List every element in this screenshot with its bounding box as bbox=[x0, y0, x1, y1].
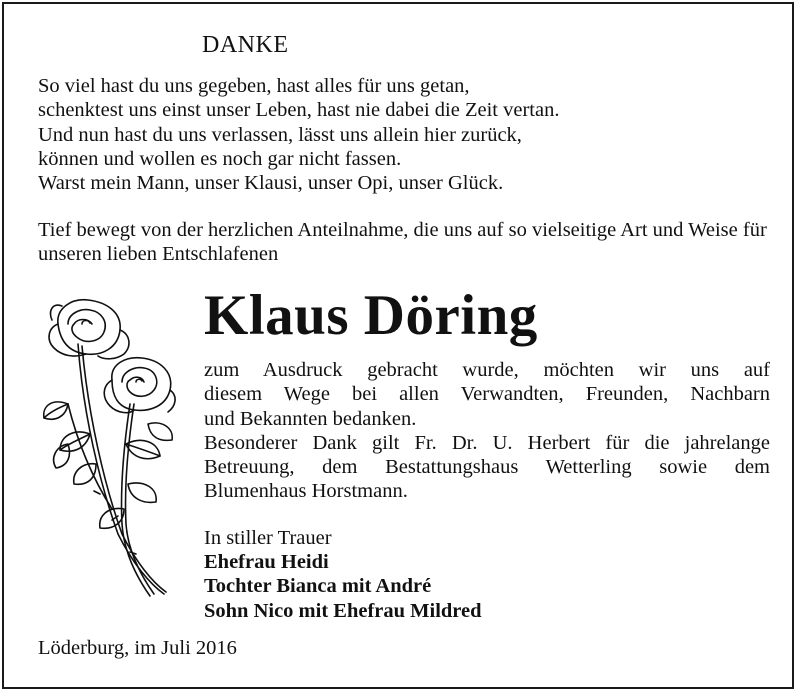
poem-line: können und wollen es noch gar nicht fassen. bbox=[38, 147, 402, 170]
roses-icon bbox=[38, 294, 188, 599]
family-list bbox=[204, 550, 482, 623]
intro-paragraph: Tief bewegt von der herzlichen Anteilnahme, die uns auf so vielseitige Art und Weise für unseren lieben Entschlafenen bbox=[38, 219, 767, 266]
family-member: Ehefrau Heidi bbox=[204, 551, 329, 573]
heading: DANKE bbox=[202, 32, 289, 58]
thanks-line: und Bekannten bedanken. bbox=[204, 407, 417, 430]
poem-line: Und nun hast du uns verlassen, lässt uns allein hier zurück, bbox=[38, 123, 522, 146]
poem-line: So viel hast du uns gegeben, hast alles für uns getan, bbox=[38, 75, 470, 97]
thanks-line: Betreuung, dem Bestattungshaus Wetterling sowie dem bbox=[204, 456, 770, 479]
deceased-name: Klaus Döring bbox=[204, 284, 538, 347]
place-date: Löderburg, im Juli 2016 bbox=[38, 637, 237, 659]
poem-line: Warst mein Mann, unser Klausi, unser Opi, unser Glück. bbox=[38, 172, 504, 195]
obituary-notice bbox=[2, 2, 794, 689]
family-member: Tochter Bianca mit André bbox=[204, 575, 432, 598]
signature-intro: In stiller Trauer bbox=[204, 527, 332, 549]
thanks-line: Besonderer Dank gilt Fr. Dr. U. Herbert für die jahrelange bbox=[204, 431, 770, 454]
thanks-line: zum Ausdruck gebracht wurde, möchten wir uns auf bbox=[204, 359, 770, 381]
thanks-line: diesem Wege bei allen Verwandten, Freunden, Nachbarn bbox=[204, 383, 770, 406]
poem bbox=[38, 74, 559, 195]
thanks-line: Blumenhaus Horstmann. bbox=[204, 480, 408, 503]
thanks-paragraph bbox=[204, 358, 770, 504]
poem-line: schenktest uns einst unser Leben, hast nie dabei die Zeit vertan. bbox=[38, 99, 560, 122]
family-member: Sohn Nico mit Ehefrau Mildred bbox=[204, 599, 482, 622]
